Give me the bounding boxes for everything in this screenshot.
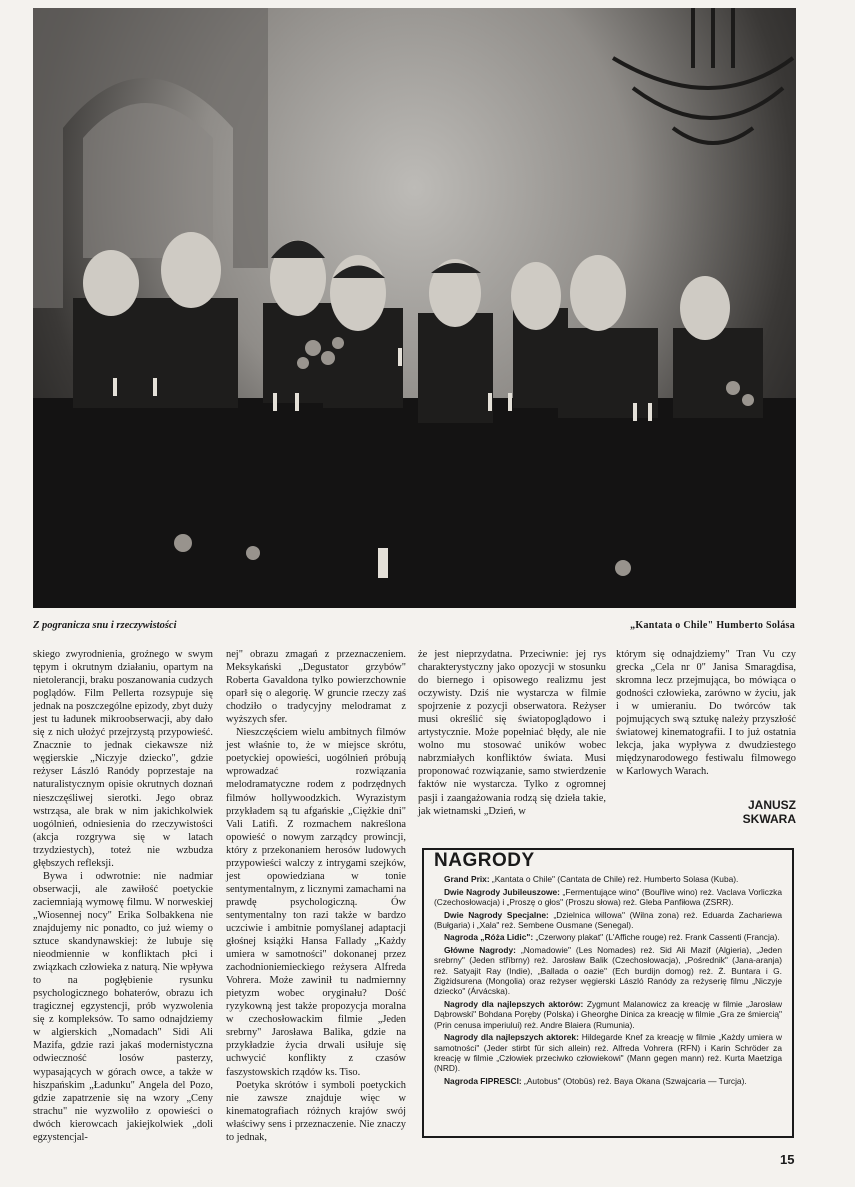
prize-body: „Fermentujące wino" (Bouřlive wino) reż. Vaclava Vorliczka (Czechosłowacja) i „Proszę o głos" (Proszu słowa) reż. Gleba Panfiłowa (ZSRR). — [434, 886, 782, 908]
puppets-photo — [33, 8, 796, 608]
prize-item — [434, 999, 782, 1030]
prize-body: „Autobus" (Otobüs) reż. Baya Okana (Szwajcaria — Turcja). — [521, 1075, 747, 1086]
prize-item — [434, 887, 782, 908]
prizes-box — [422, 848, 794, 1138]
article-column-4 — [616, 648, 796, 808]
prize-item — [434, 1032, 782, 1074]
prizes-title: NAGRODY — [434, 850, 535, 871]
prize-head: Nagroda FIPRESCI: — [444, 1075, 522, 1086]
prize-item — [434, 874, 782, 884]
prize-head: Nagrody dla najlepszych aktorek: — [444, 1032, 579, 1043]
paragraph: że jest nieprzydatna. Przeciwnie: jej rys charakterystyczny jako opozycji w stosunku do biernego i opisowego realizmu jest oczywisty. Dziś nie wystarcza w filmie spojrzenie z pozycji obserwatora. Reżyser musi określić się światopoglądowo i artystycznie. Może popełniać błędy, ale nie wolno mu stosować uników wobec nabrzmiałych konfliktów świata. Musi proponować rozwiązanie, samo stwierdzenie faktów nie wystarcza. Tylko z ogromnej pasji i zaangażowania rodzą się dzieła takie, jak wietnamski „Dzień, w — [418, 649, 606, 817]
prize-head: Dwie Nagrody Jubileuszowe: — [444, 886, 560, 897]
prize-head: Dwie Nagrody Specjalne: — [444, 909, 549, 920]
paragraph: którym się odnajdziemy" Tran Vu czy grecka „Cela nr 0" Janisa Smaragdisa, skromna lecz przejmująca, bo mówiąca o godności człowieka, zarówno w życiu, jak i w umieraniu. Do twórców tak pojmujących swą sztukę należy przyszłość światowej kinematografii. I to już ostatnia lekcja, jaka wypływa z dwudziestego międzynarodowego festiwalu filmowego w Karlowych Warach. — [616, 649, 796, 778]
author-first-name: JANUSZ — [747, 798, 796, 812]
paragraph: nej" obrazu zmagań z przeznaczeniem. Meksykański „Degustator grzybów" Roberta Gavaldona tylko powierzchownie oparł się o alegorię. W gruncie rzeczy zaś chodziło o tradycyjny melodramat z wyższych sfer. — [226, 649, 406, 726]
prize-item — [434, 1076, 782, 1086]
prize-item — [434, 910, 782, 931]
page-number: 15 — [780, 1152, 795, 1167]
prize-head: Główne Nagrody: — [444, 944, 516, 955]
prize-body: „Kantata o Chile" (Cantata de Chile) reż. Humberto Solasa (Kuba). — [489, 874, 739, 885]
prize-head: Grand Prix: — [444, 874, 490, 885]
paragraph: Poetyka skrótów i symboli poetyckich nie zawsze znajduje więc w kinematografiach różnych krajów swój właściwy sens i przeznaczenie. Nie znaczy to jednak, — [226, 1079, 406, 1143]
article-column-3 — [418, 648, 606, 838]
photo-caption-left: Z pogranicza snu i rzeczywistości — [33, 620, 177, 631]
prize-body: „Czerwony plakat" (L'Affiche rouge) reż. Frank Cassenti (Francja). — [533, 932, 780, 943]
paragraph: Bywa i odwrotnie: nie nadmiar obserwacji, ale zawiłość poetyckie zaciemniają wymowę filmu. W norweskiej „Wiosennej nocy" Erika Solbakkena nie znajdujemy nic ponadto, co już wiemy o sztuce skandynawskiej: że lubuje się nieodmiennie w konfliktach płci i związkach człowieka z naturą. Nie wpływa to na pogłębienie rysunku psychologicznego bohaterów, obrazu ich tragicznej egzystencji, prób wyzwolenia się z kompleksów. To samo odnajdziemy w algierskich „Nomadach" Sidi Ali Mazifa, gdzie razi jakaś modernistyczna odwieczność losów pasterzy, wypasających w górach owce, a także w hiszpańskim „Ładunku" Angela del Pozo, gdzie zapatrzenie się na wzory „Ceny strachu" nie wyzwoliło z opowieści o dwóch kierowcach jakiejkolwiek „doli egzystencjal- — [33, 870, 214, 1143]
prize-head: Nagroda „Róża Lidic": — [444, 932, 534, 943]
paragraph: Nieszczęściem wielu ambitnych filmów jest właśnie to, że w miejsce skrótu, poetyckiej opowieści, uogólnień próbują wprowadzać rozwiązania melodramatyczne rodem z podrzędnych filmów hollywoodzkich. Wyrazistym przykładem są tu afgańskie „Ciężkie dni" Vali Latifi. Z rozmachem nakreślona opowieść o nowym zarządcy prowincji, który z przekonaniem herosów ludowych przypowieści walczy z intrygami szejków, jest opowiedziana w tonie sentymentalnym, z licznymi zamachami na prawdę psychologiczną. Ów sentymentalny ton razi także w bardzo uczciwie i ambitnie pomyślanej adaptacji głośnej książki Hansa Fallady „Każdy umiera w samotności" dokonanej przez zachodnioniemieckiego reżysera Alfreda Vohrera. Może zawinił tu nadmiernny pietyzm wobec oryginału? Dość ryzykowną jest także propozycja moralna w czechosłowackim filmie „Jeden srebrny" Jarosława Balika, gdzie na przykładzie życia drwali usiłuje się uchwycić konflikty z czasów faszystowskich rządów ks. Tiso. — [226, 727, 406, 1078]
prize-body: Hildegarde Knef za kreację w filmie „Każdy umiera w samotności" (Jeder stirbt für sich allein) reż. Alfreda Vohrera (RFN) i Karin Schröder za kreację w filmie „Człowiek przeciwko człowiekowi" (Mann gegen mann) reż. Kurta Maetziga (NRD). — [434, 1032, 782, 1074]
photo-illustration — [33, 8, 796, 608]
article-column-1 — [33, 648, 213, 1148]
paragraph: skiego zwyrodnienia, groźnego w swym tępym i okrutnym działaniu, opartym na nietolerancji, braku poszanowania cudzych poglądów. Film Pellerta rozsypuje się jednak na poszczególne epizody, zbyt duży jest tu ładunek mikroobserwacji, aby dało się z nich ułożyć przejrzystą przypowieść. Znacznie to jednak ciekawsze niż węgierskie „Niczyje dziecko", gdzie reżyser László Ranódy poprzestaje na naturalistycznym opisie okrutnych doznań nieszczęśliwej sierotki. Jego obraz wstrząsa, ale brak w nim jakichkolwiek uogólnień, odniesienia do rzeczywistości (akcja rozgrywa się w latach trzydziestych), toteż nie wzbudza głębszych refleksji. — [33, 649, 213, 869]
prize-item — [434, 945, 782, 997]
prize-body: „Nomadowie" (Les Nomades) reż. Sid Ali Mazif (Algieria), „Jeden srebrny" (Jeden stříbrny) reż. Jarosław Balik (Czechosłowacja), „Pośrednik" (Jana-aranja) reż. Satyajit Ray (Indie), „Ballada o oazie" (Ech burdijn domog) reż. Ż. Buntara i G. Żigżidsurena (Mongolia) oraz reżyser węgierski László Ranódy za reżyserię filmu „Niczyje dziecko" (Árvácska). — [434, 944, 782, 997]
prize-body: „Dzielnica willowa" (Wilna zona) reż. Eduarda Zachariewa (Bułgaria) i „Xala" reż. Sembene Ousmane (Senegal). — [434, 909, 783, 931]
prize-item — [434, 932, 782, 942]
author-last-name: SKWARA — [742, 812, 796, 826]
article-column-2 — [226, 648, 406, 1148]
prize-body: Zygmunt Malanowicz za kreację w filmie „Jarosław Dąbrowski" Bohdana Poręby (Polska) i Gheorghe Dinica za kreację w filmie „Gra ze śmiercią" (Prin cenusa imperiului) reż. Andre Blaiera (Rumunia). — [434, 998, 782, 1030]
photo-caption-right: „Kantata o Chile" Humberto Solása — [630, 620, 795, 631]
prize-head: Nagrody dla najlepszych aktorów: — [444, 998, 584, 1009]
author-signature — [700, 798, 796, 826]
